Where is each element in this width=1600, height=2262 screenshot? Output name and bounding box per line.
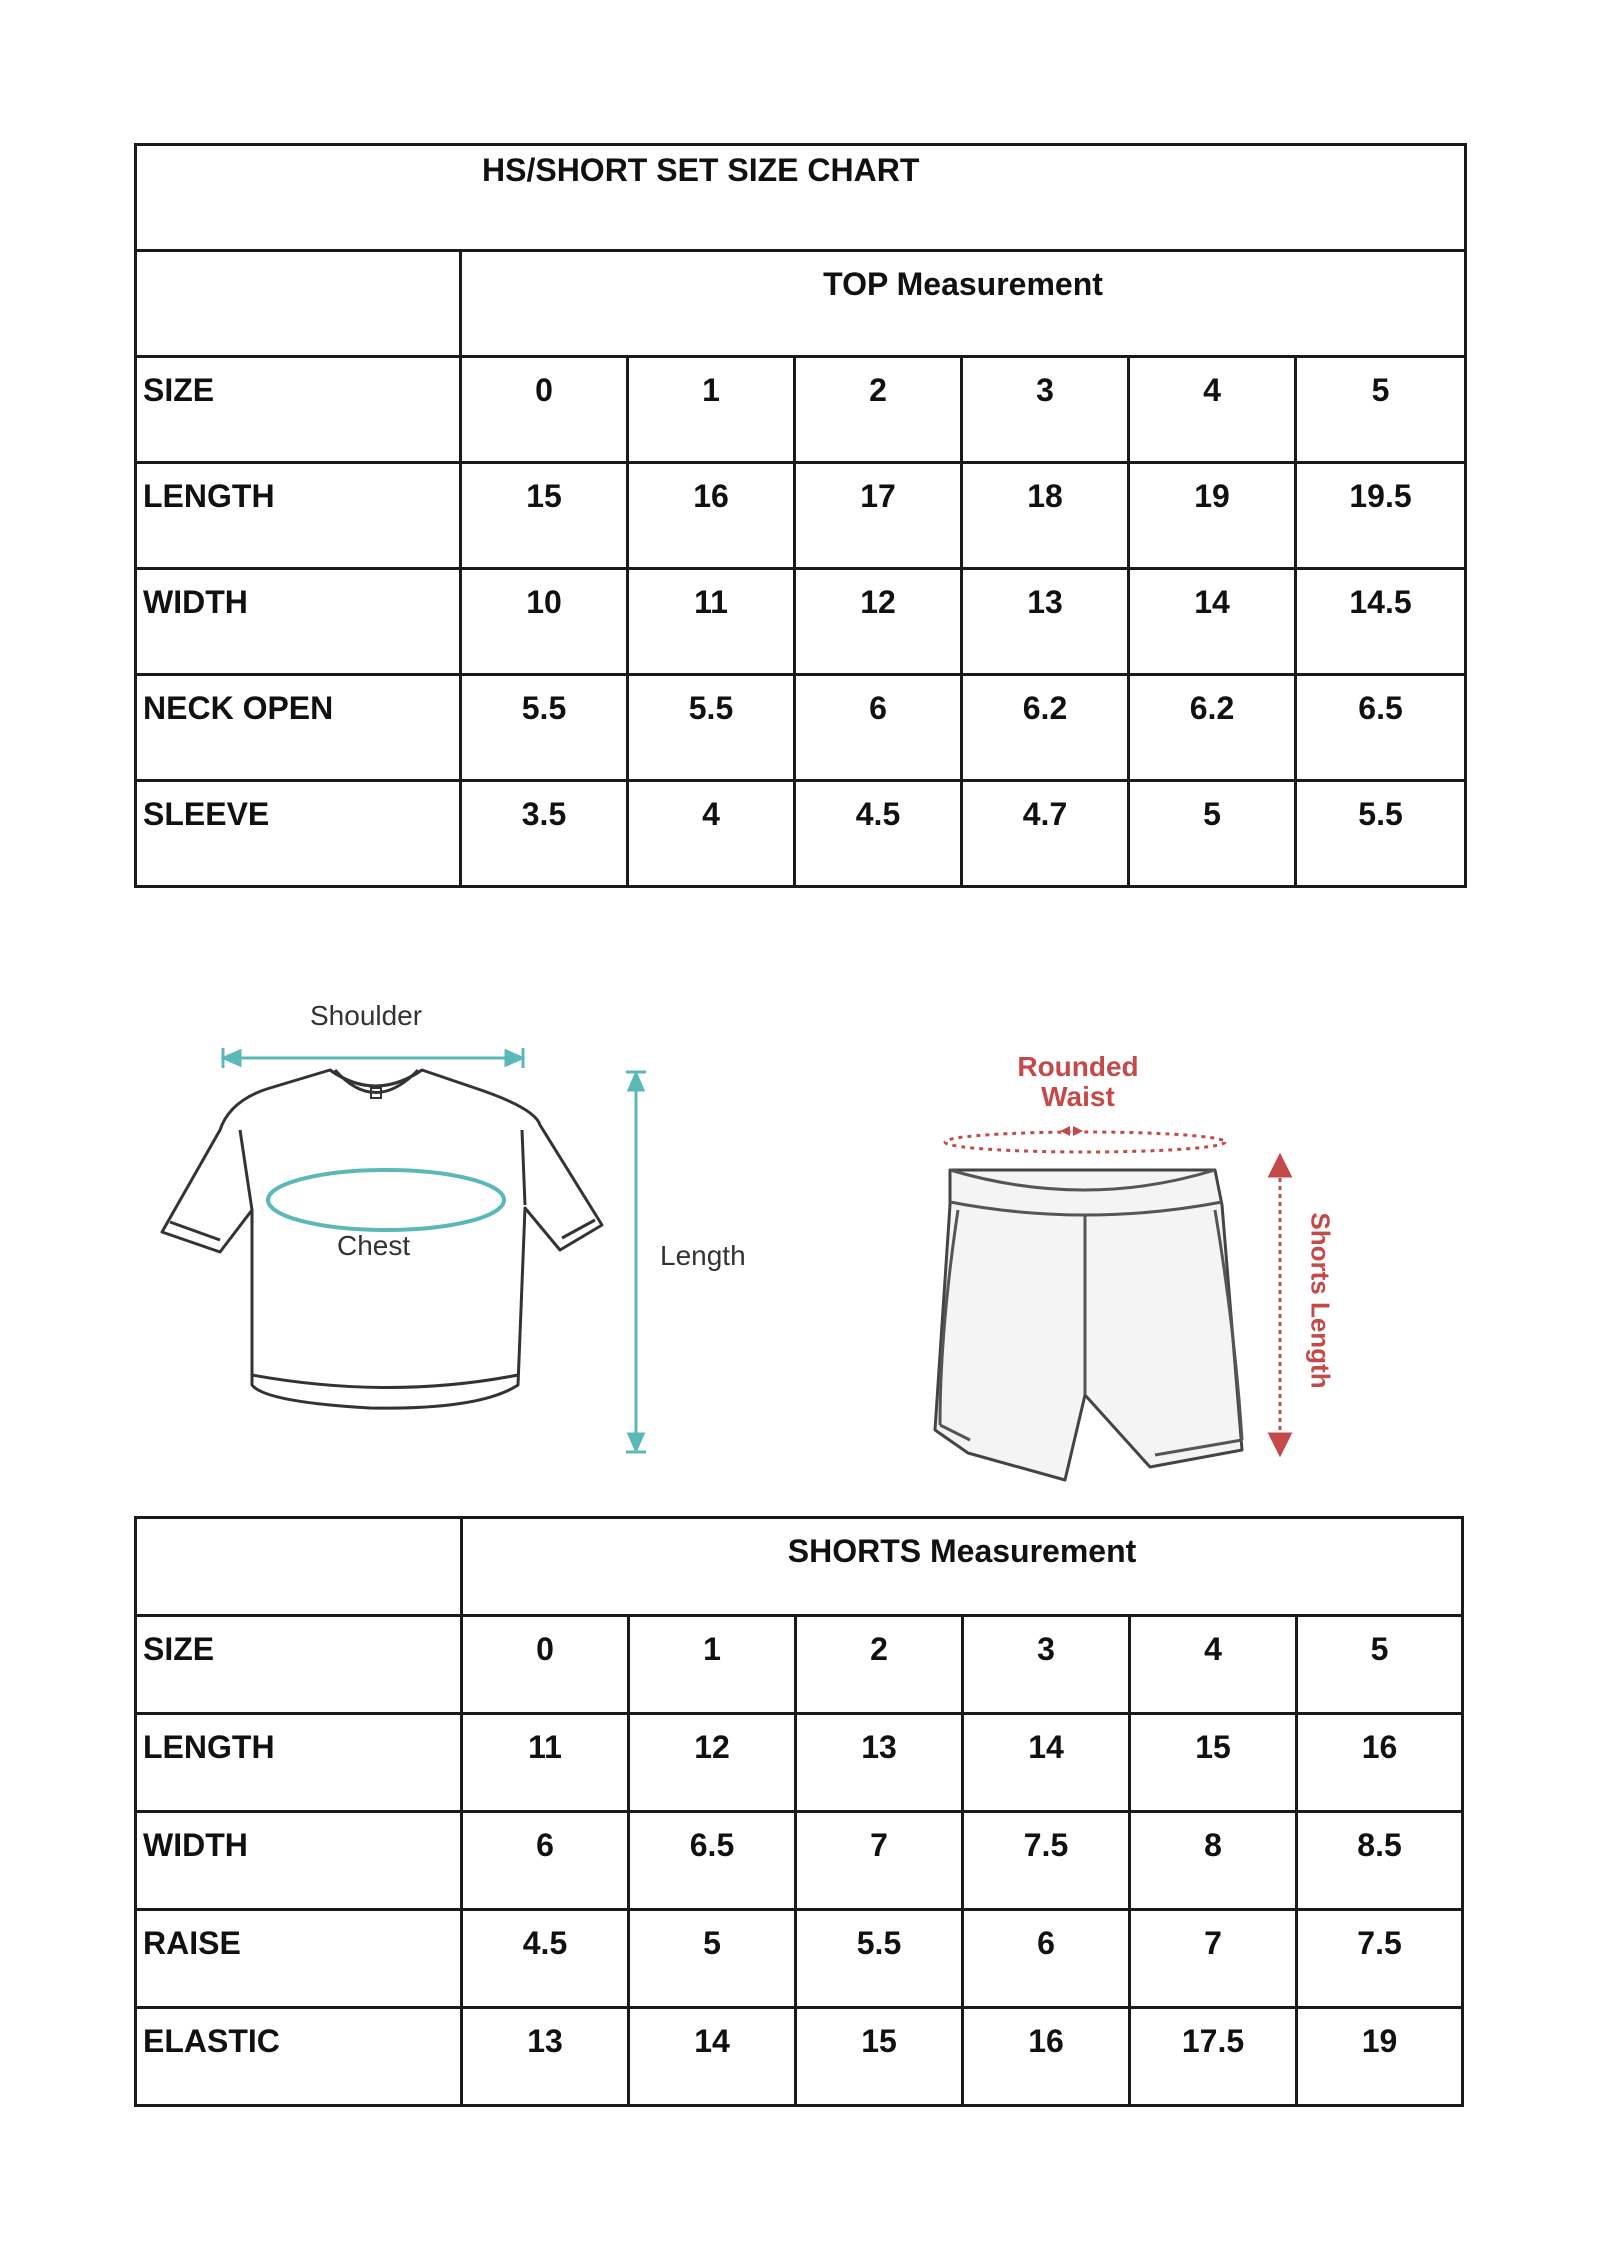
cell-value: 6	[536, 1827, 554, 1863]
table-cell	[1297, 1812, 1463, 1910]
table-cell	[1130, 1616, 1297, 1714]
cell-value: 7.5	[1357, 1925, 1402, 1961]
cell-value: 4	[1203, 372, 1221, 408]
cell-value: 18	[1027, 478, 1063, 514]
cell-value: 17.5	[1181, 2023, 1245, 2059]
table-row	[136, 2008, 1463, 2106]
top-size-table	[134, 143, 1467, 888]
table-cell	[628, 357, 795, 463]
table-cell	[963, 1910, 1130, 2008]
table-cell	[629, 2008, 796, 2106]
length-label: Length	[660, 1240, 746, 1271]
rounded-waist-line1: Rounded	[1017, 1051, 1139, 1082]
row-label-cell	[136, 357, 461, 463]
table-cell	[462, 1616, 629, 1714]
cell-value: 4.5	[855, 796, 901, 832]
table-cell	[462, 1812, 629, 1910]
cell-value: 16	[1028, 2023, 1064, 2059]
table-cell	[1296, 357, 1466, 463]
cell-value: 6.2	[1022, 690, 1068, 726]
table-cell	[628, 463, 795, 569]
table-cell	[1130, 2008, 1297, 2106]
cell-value: 15	[1195, 1729, 1231, 1765]
table-cell	[628, 569, 795, 675]
shoulder-label: Shoulder	[310, 1000, 423, 1031]
table-cell	[963, 2008, 1130, 2106]
shorts-size-table	[134, 1516, 1464, 2107]
top-section-label: TOP Measurement	[823, 266, 1103, 302]
cell-value: 6	[869, 690, 887, 726]
table-cell	[796, 1812, 963, 1910]
cell-value: 5	[1203, 796, 1221, 832]
table-cell	[462, 1714, 629, 1812]
table-cell	[962, 675, 1129, 781]
cell-value: 12	[694, 1729, 730, 1765]
table-cell	[461, 675, 628, 781]
table-cell	[795, 569, 962, 675]
cell-value: 4	[1204, 1631, 1222, 1667]
section-header-row	[136, 251, 1466, 357]
table-cell	[962, 357, 1129, 463]
table-cell	[629, 1812, 796, 1910]
table-cell	[1296, 781, 1466, 887]
row-label-cell	[136, 463, 461, 569]
cell-value: 2	[870, 1631, 888, 1667]
tshirt-illustration	[150, 990, 790, 1480]
cell-value: 5	[1370, 1631, 1389, 1667]
cell-value: 4.5	[522, 1925, 568, 1961]
chest-label: Chest	[337, 1230, 411, 1261]
cell-value: 7	[1204, 1925, 1222, 1961]
table-cell	[461, 357, 628, 463]
table-cell	[963, 1714, 1130, 1812]
table-row	[136, 1812, 1463, 1910]
table-cell	[461, 569, 628, 675]
row-label: SIZE	[143, 372, 215, 408]
tshirt-diagram	[150, 990, 790, 1480]
table-cell	[962, 781, 1129, 887]
table-cell	[629, 1616, 796, 1714]
table-row	[136, 569, 1466, 675]
cell-value: 10	[526, 584, 562, 620]
table-cell	[1130, 1812, 1297, 1910]
table-cell	[1129, 781, 1296, 887]
cell-value: 5	[703, 1925, 721, 1961]
chart-title-cell	[136, 145, 1466, 251]
table-cell	[1296, 463, 1466, 569]
row-label: WIDTH	[143, 1827, 248, 1863]
cell-value: 7.5	[1023, 1827, 1069, 1863]
cell-value: 19	[1361, 2023, 1398, 2059]
shorts-section-label: SHORTS Measurement	[787, 1533, 1137, 1569]
table-cell	[628, 675, 795, 781]
row-label-cell	[136, 2008, 462, 2106]
row-label-cell	[136, 569, 461, 675]
rounded-waist-label	[1008, 1052, 1148, 1112]
cell-value: 8	[1204, 1827, 1222, 1863]
table-cell	[963, 1616, 1130, 1714]
row-label-cell	[136, 1616, 462, 1714]
cell-value: 6	[1037, 1925, 1055, 1961]
cell-value: 14.5	[1349, 584, 1412, 620]
table-cell	[1297, 1714, 1463, 1812]
shorts-section-cell	[462, 1518, 1463, 1616]
cell-value: 16	[693, 478, 729, 514]
row-label: SIZE	[143, 1631, 215, 1667]
cell-value: 13	[527, 2023, 563, 2059]
cell-value: 14	[1194, 584, 1230, 620]
table-cell	[461, 781, 628, 887]
row-label: NECK OPEN	[143, 690, 334, 726]
cell-value: 1	[702, 372, 720, 408]
table-cell	[1129, 357, 1296, 463]
table-cell	[1129, 675, 1296, 781]
cell-value: 5.5	[1358, 796, 1403, 832]
cell-value: 2	[869, 372, 887, 408]
row-label-cell	[136, 675, 461, 781]
cell-value: 11	[528, 1729, 562, 1765]
table-cell	[462, 2008, 629, 2106]
row-label: LENGTH	[143, 478, 275, 514]
row-label: WIDTH	[143, 584, 248, 620]
row-label-cell	[136, 1714, 462, 1812]
table-cell	[462, 1910, 629, 2008]
cell-value: 13	[861, 1729, 897, 1765]
shorts-diagram	[880, 1030, 1380, 1500]
table-row	[136, 781, 1466, 887]
table-cell	[1130, 1714, 1297, 1812]
section-header-row	[136, 1518, 1463, 1616]
table-cell	[1130, 1910, 1297, 2008]
cell-value: 5.5	[521, 690, 567, 726]
empty-corner-cell	[136, 1518, 462, 1616]
table-cell	[795, 463, 962, 569]
table-cell	[1296, 569, 1466, 675]
cell-value: 3	[1036, 372, 1054, 408]
table-cell	[1129, 569, 1296, 675]
row-label: SLEEVE	[143, 796, 270, 832]
table-row	[136, 1616, 1463, 1714]
table-cell	[796, 2008, 963, 2106]
cell-value: 0	[536, 1631, 554, 1667]
rounded-waist-line2: Waist	[1041, 1081, 1115, 1112]
table-row	[136, 1910, 1463, 2008]
table-cell	[795, 357, 962, 463]
table-row	[136, 357, 1466, 463]
cell-value: 8.5	[1357, 1827, 1402, 1863]
shorts-length-label: Shorts Length	[1305, 1212, 1336, 1389]
table-cell	[628, 781, 795, 887]
cell-value: 7	[870, 1827, 888, 1863]
cell-value: 15	[526, 478, 562, 514]
cell-value: 16	[1361, 1729, 1398, 1765]
empty-corner-cell	[136, 251, 461, 357]
cell-value: 0	[535, 372, 553, 408]
table-cell	[963, 1812, 1130, 1910]
table-row	[136, 675, 1466, 781]
cell-value: 5.5	[856, 1925, 902, 1961]
chart-title: HS/SHORT SET SIZE CHART	[482, 152, 920, 188]
row-label-cell	[136, 1812, 462, 1910]
cell-value: 5	[1371, 372, 1390, 408]
cell-value: 14	[694, 2023, 730, 2059]
table-cell	[796, 1714, 963, 1812]
cell-value: 3	[1037, 1631, 1055, 1667]
table-cell	[629, 1714, 796, 1812]
row-label: ELASTIC	[143, 2023, 280, 2059]
cell-value: 6.5	[689, 1827, 735, 1863]
title-row	[136, 145, 1466, 251]
table-row	[136, 1714, 1463, 1812]
table-cell	[796, 1910, 963, 2008]
row-label-cell	[136, 781, 461, 887]
table-cell	[629, 1910, 796, 2008]
table-cell	[795, 781, 962, 887]
cell-value: 12	[860, 584, 896, 620]
cell-value: 6.5	[1358, 690, 1403, 726]
table-cell	[461, 463, 628, 569]
cell-value: 19.5	[1349, 478, 1412, 514]
cell-value: 1	[703, 1631, 721, 1667]
cell-value: 17	[860, 478, 896, 514]
table-cell	[1296, 675, 1466, 781]
top-section-cell	[461, 251, 1466, 357]
cell-value: 5.5	[688, 690, 734, 726]
cell-value: 13	[1027, 584, 1063, 620]
row-label: RAISE	[143, 1925, 241, 1961]
table-cell	[796, 1616, 963, 1714]
cell-value: 15	[861, 2023, 897, 2059]
table-cell	[1297, 2008, 1463, 2106]
table-cell	[962, 463, 1129, 569]
cell-value: 3.5	[521, 796, 567, 832]
row-label-cell	[136, 1910, 462, 2008]
cell-value: 4	[702, 796, 720, 832]
table-cell	[1297, 1616, 1463, 1714]
table-row	[136, 463, 1466, 569]
table-cell	[1129, 463, 1296, 569]
row-label: LENGTH	[143, 1729, 275, 1765]
cell-value: 6.2	[1189, 690, 1235, 726]
table-cell	[795, 675, 962, 781]
cell-value: 11	[694, 584, 728, 620]
table-cell	[962, 569, 1129, 675]
cell-value: 4.7	[1022, 796, 1068, 832]
table-cell	[1297, 1910, 1463, 2008]
cell-value: 14	[1028, 1729, 1064, 1765]
cell-value: 19	[1194, 478, 1230, 514]
